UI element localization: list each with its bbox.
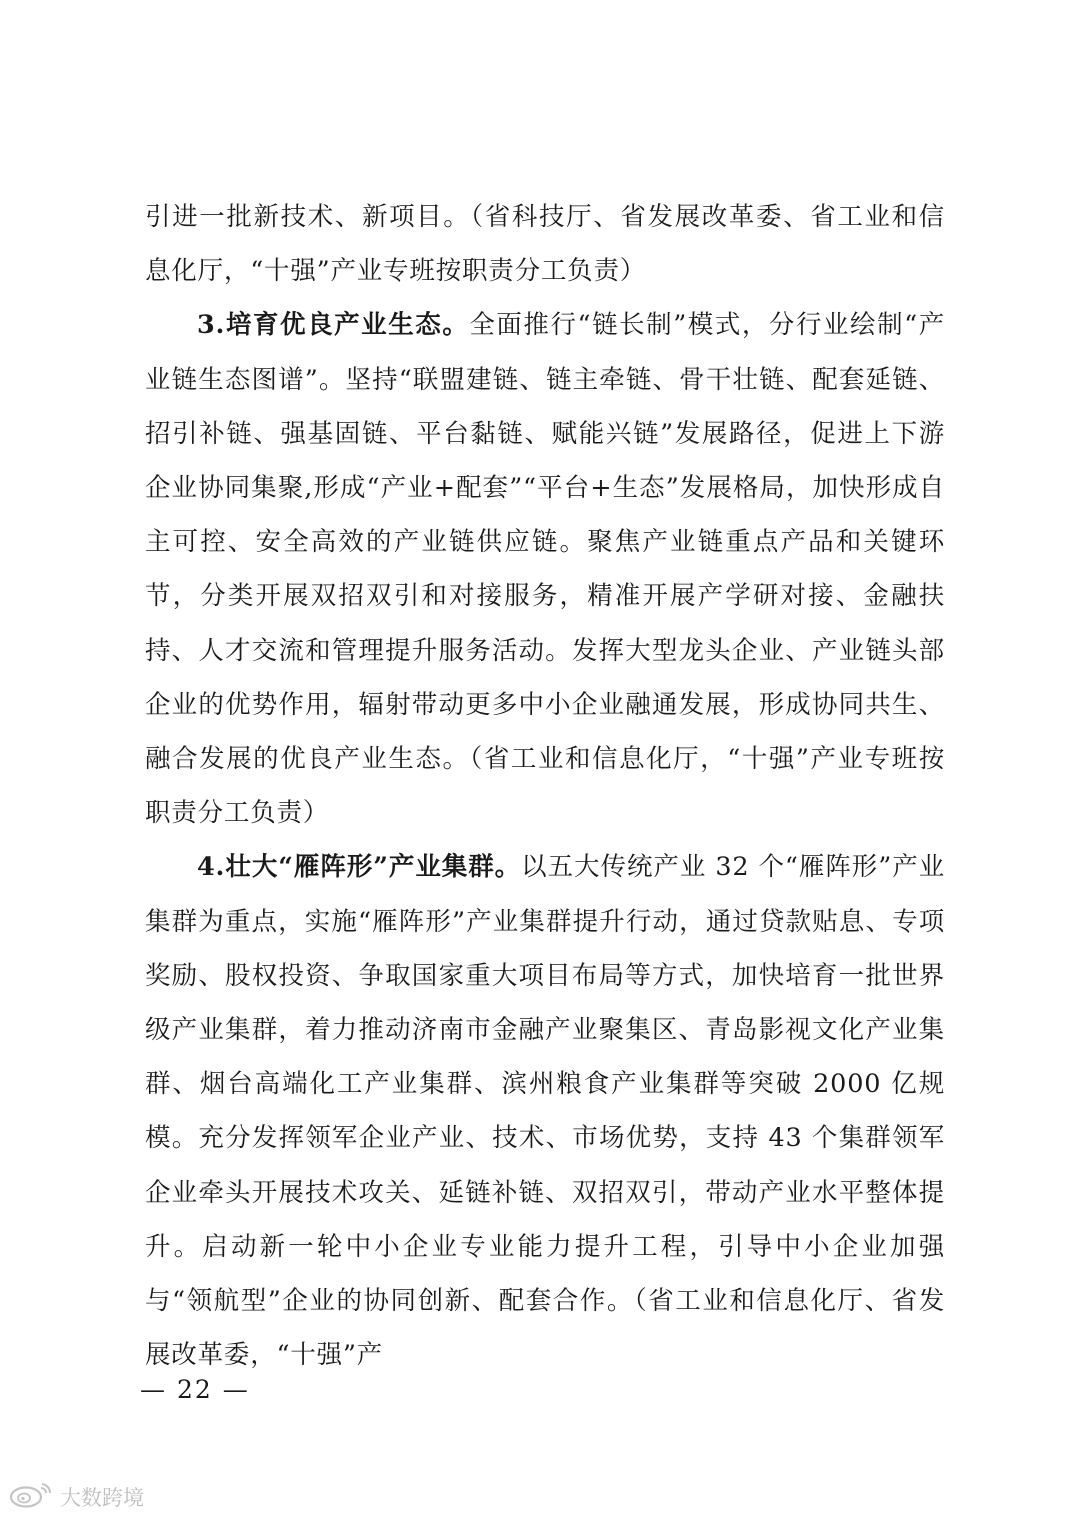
- paragraph-3-text: 以五大传统产业 32 个“雁阵形”产业集群为重点，实施“雁阵形”产业集群提升行动，通过贷款贴息、专项奖励、股权投资、争取国家重大项目布局等方式，加快培育一批世界级产业集群，着力推动济南市金融产业聚集区、青岛影视文化产业集群、烟台高端化工产业集群、滨州粮食产业集群等突破 2000 亿规模。充分发挥领军企业产业、技术、市场优势，支持 43 个集群领军企业牵头开展技术攻关、延链补链、双招双引，带动产业水平整体提升。启动新一轮中小企业专业能力提升工程，引导中小企业加强与“领航型”企业的协同创新、配套合作。（省工业和信息化厅、省发展改革委，“十强”产: [145, 852, 946, 1371]
- weibo-logo-icon: [8, 1480, 54, 1513]
- paragraph-1: [145, 190, 945, 298]
- watermark: [8, 1480, 144, 1513]
- document-body: [145, 190, 945, 1382]
- watermark-text: 大数跨境: [60, 1485, 144, 1510]
- paragraph-3: [145, 840, 945, 1382]
- paragraph-2-text: 全面推行“链长制”模式，分行业绘制“产业链生态图谱”。坚持“联盟建链、链主牵链、骨干壮链、配套延链、招引补链、强基固链、平台黏链、赋能兴链”发展路径，促进上下游企业协同集聚,形成“产业+配套”“平台+生态”发展格局，加快形成自主可控、安全高效的产业链供应链。聚焦产业链重点产品和关键环节，分类开展双招双引和对接服务，精准开展产学研对接、金融扶持、人才交流和管理提升服务活动。发挥大型龙头企业、产业链头部企业的优势作用，辐射带动更多中小企业融通发展，形成协同共生、融合发展的优良产业生态。（省工业和信息化厅，“十强”产业专班按职责分工负责）: [145, 310, 946, 829]
- page-number: — 22 —: [140, 1375, 250, 1404]
- paragraph-2-heading: 3.培育优良产业生态。: [197, 310, 470, 341]
- paragraph-2: [145, 298, 945, 840]
- paragraph-1-text: 引进一批新技术、新项目。（省科技厅、省发展改革委、省工业和信息化厅，“十强”产业专班按职责分工负责）: [145, 202, 945, 287]
- paragraph-3-heading: 4.壮大“雁阵形”产业集群。: [197, 852, 522, 883]
